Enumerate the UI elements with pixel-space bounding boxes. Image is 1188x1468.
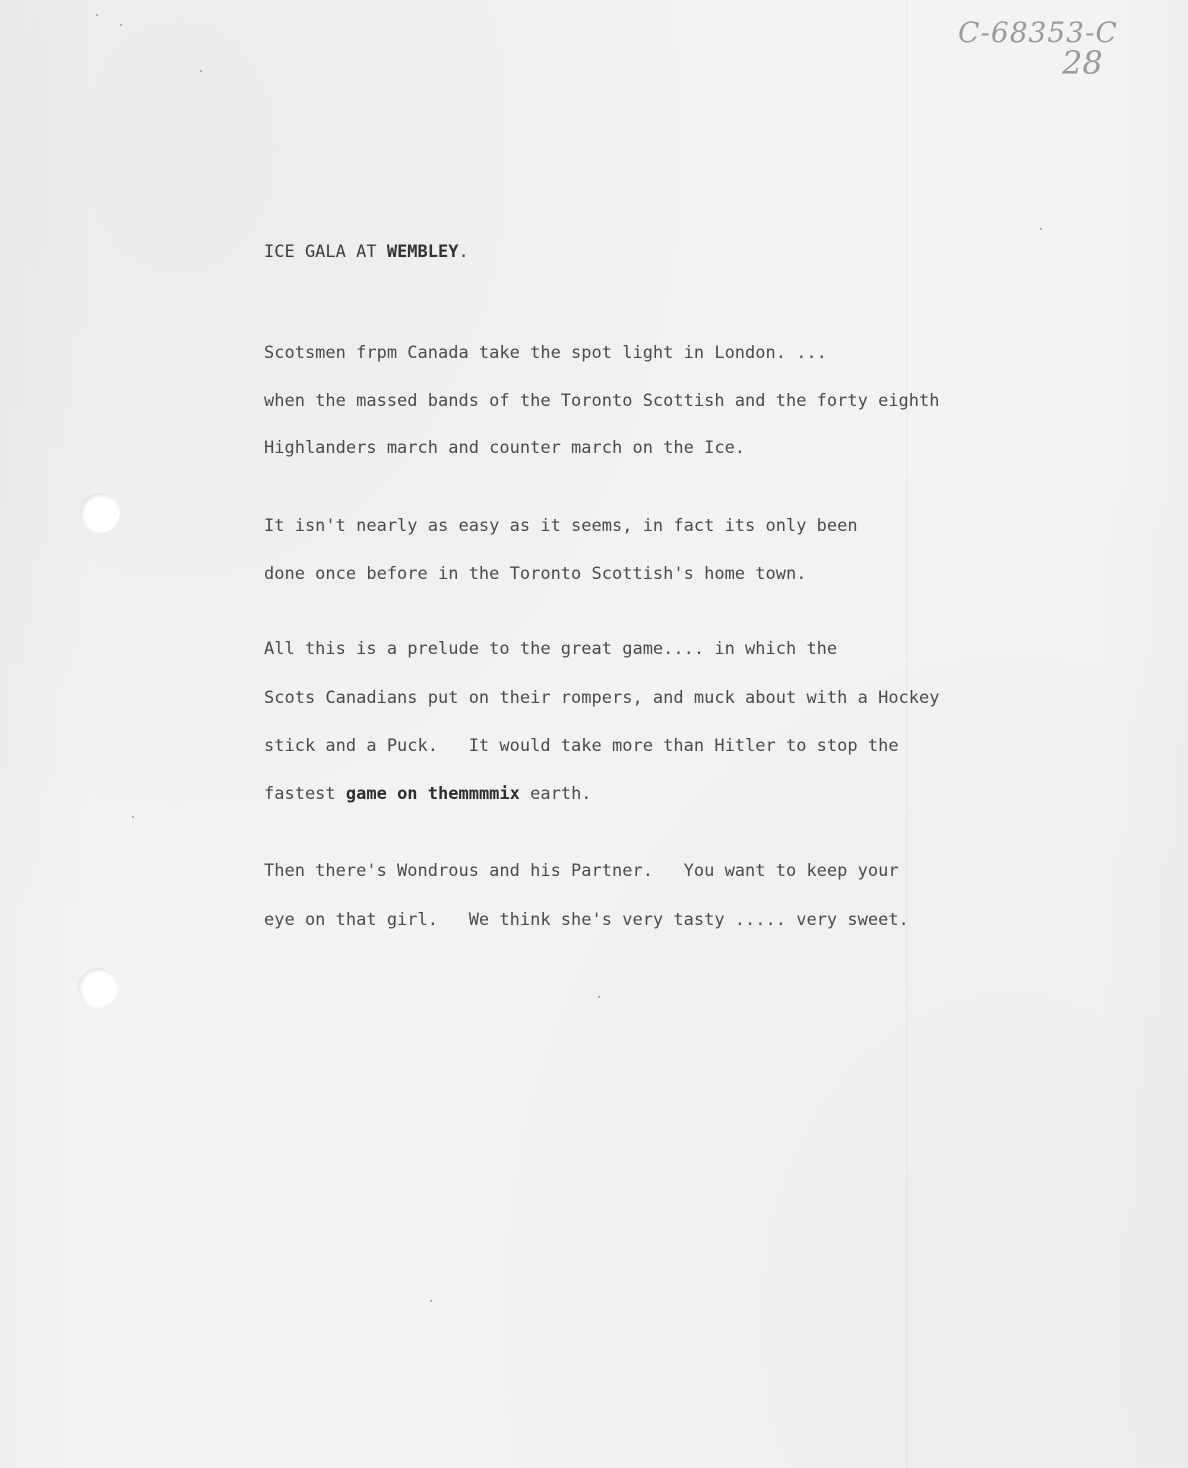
document-title	[264, 242, 469, 262]
title-text: ICE GALA AT	[264, 242, 387, 262]
text-line: eye on that girl. We think she's very tasty ..... very sweet.	[264, 910, 909, 930]
paragraph-3	[264, 638, 940, 806]
text-line: done once before in the Toronto Scottish's home town.	[264, 564, 807, 584]
text-fragment: fastest	[264, 784, 346, 804]
paper-speck	[96, 14, 98, 16]
title-period: .	[458, 242, 469, 262]
text-line: It isn't nearly as easy as it seems, in fact its only been	[264, 516, 858, 536]
paper-speck	[430, 1300, 432, 1302]
paragraph-4	[264, 860, 909, 932]
paper-speck	[1040, 228, 1042, 230]
text-line: stick and a Puck. It would take more than Hitler to stop the	[264, 736, 899, 756]
text-fragment: earth.	[519, 784, 592, 804]
paper-speck	[120, 24, 122, 26]
paragraph-2	[264, 515, 858, 586]
text-line: Highlanders march and counter march on the Ice.	[264, 438, 746, 458]
archive-stamp	[958, 8, 1148, 98]
text-line: Scotsmen frpm Canada take the spot light in London. ...	[264, 343, 827, 363]
punch-hole-top	[80, 493, 120, 533]
text-line: Scots Canadians put on their rompers, and muck about with a Hockey	[264, 688, 940, 708]
folio-number: 28	[1062, 44, 1103, 82]
punch-hole-bottom	[78, 968, 118, 1008]
overtyped-text: game on themmmmix	[345, 784, 520, 804]
paper-speck	[200, 70, 202, 72]
text-line: All this is a prelude to the great game.... in which the	[264, 639, 838, 659]
paragraph-1	[264, 342, 940, 460]
archive-code: C-68353-C	[958, 16, 1118, 49]
text-line: when the massed bands of the Toronto Scottish and the forty eighth	[264, 391, 940, 411]
text-line: Then there's Wondrous and his Partner. You want to keep your	[264, 861, 899, 881]
paper-speck	[132, 816, 134, 818]
title-overtyped-word: WEMBLEY	[386, 242, 459, 262]
text-line	[264, 783, 940, 806]
paper-speck	[598, 996, 600, 998]
